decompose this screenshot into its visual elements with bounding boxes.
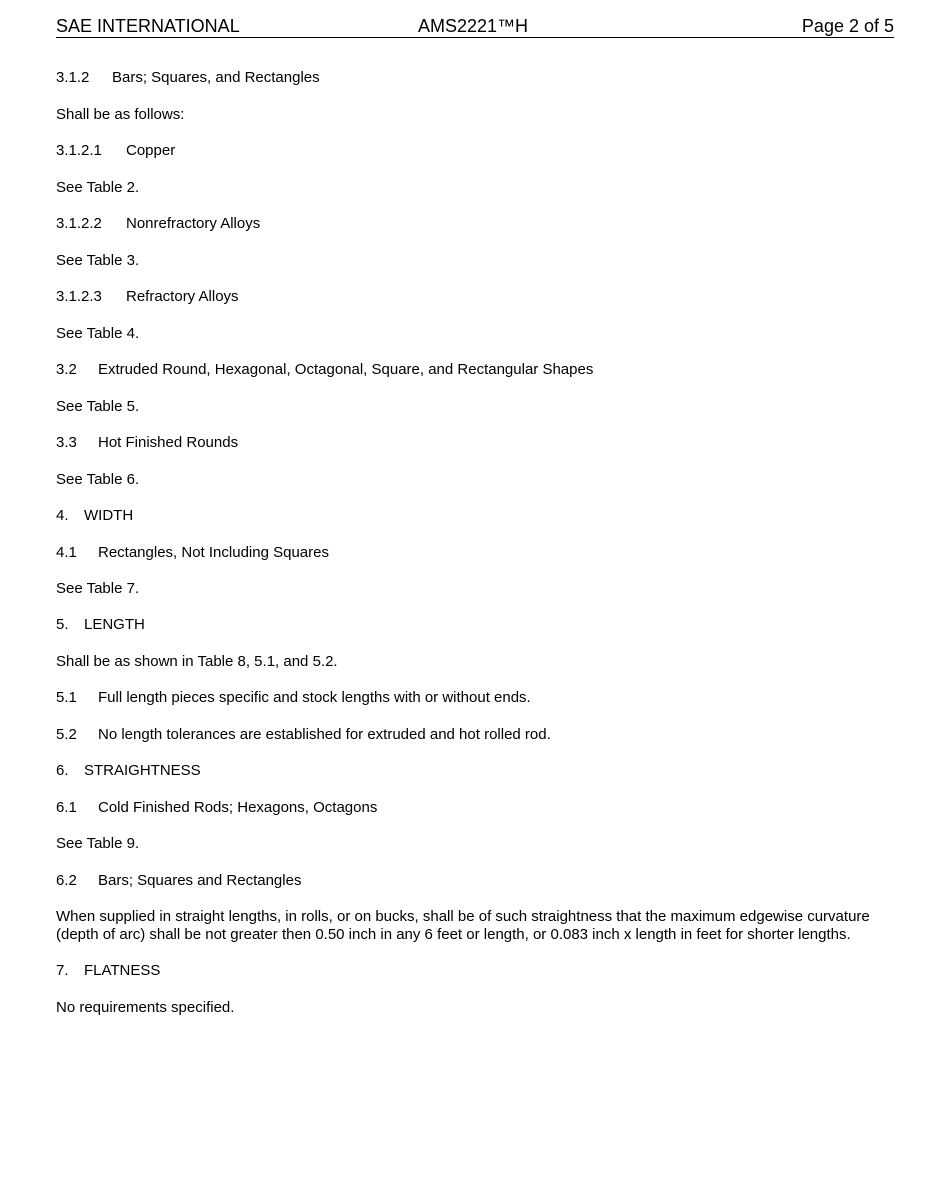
section-number: 4.1 — [56, 544, 77, 561]
body-text: No requirements specified. — [56, 999, 235, 1016]
section-number: 6. — [56, 762, 69, 779]
body-text: See Table 5. — [56, 398, 140, 415]
body-paragraph: When supplied in straight lengths, in rolls, or on bucks, shall be of such straightness that the maximum edgewise curvature (depth of arc) shall be not greater then 0.50 inch in any 6 feet or length, or 0.083 inch x length in feet for shorter lengths. — [56, 908, 870, 943]
body-text: See Table 7. — [56, 580, 140, 597]
header-page-number: Page 2 of 5 — [801, 16, 894, 36]
section-title: Nonrefractory Alloys — [126, 215, 261, 232]
section-heading-5 — [56, 616, 145, 634]
section-heading-3-3 — [56, 434, 238, 452]
section-title: Copper — [126, 142, 176, 159]
section-heading-6-2 — [56, 872, 301, 890]
section-heading-3-2 — [56, 361, 593, 379]
section-title: Full length pieces specific and stock lengths with or without ends. — [98, 689, 531, 706]
section-number: 5. — [56, 616, 69, 633]
section-heading-3-1-2-2 — [56, 215, 260, 233]
section-title: Bars; Squares and Rectangles — [98, 872, 302, 889]
section-title: Cold Finished Rods; Hexagons, Octagons — [98, 799, 378, 816]
section-number: 4. — [56, 507, 69, 524]
section-number: 3.1.2.3 — [56, 288, 102, 305]
section-number: 3.1.2 — [56, 69, 90, 86]
section-heading-3-1-2-1 — [56, 142, 175, 160]
section-title: Refractory Alloys — [126, 288, 239, 305]
body-text: See Table 3. — [56, 252, 140, 269]
section-title: Extruded Round, Hexagonal, Octagonal, Square, and Rectangular Shapes — [98, 361, 594, 378]
header-doc-number: AMS2221™H — [418, 16, 529, 36]
section-heading-4 — [56, 507, 133, 525]
section-number: 3.2 — [56, 361, 77, 378]
body-text: See Table 9. — [56, 835, 140, 852]
section-heading-6-1 — [56, 799, 377, 817]
page-header — [56, 15, 894, 38]
section-title: STRAIGHTNESS — [84, 762, 201, 779]
section-title: Rectangles, Not Including Squares — [98, 544, 329, 561]
section-number: 6.2 — [56, 872, 77, 889]
body-text: See Table 4. — [56, 325, 140, 342]
section-title: WIDTH — [84, 507, 134, 524]
section-number: 5.2 — [56, 726, 77, 743]
section-number: 3.1.2.2 — [56, 215, 102, 232]
section-number: 3.1.2.1 — [56, 142, 102, 159]
section-heading-4-1 — [56, 544, 329, 562]
section-heading-3-1-2-3 — [56, 288, 239, 306]
section-title: Bars; Squares, and Rectangles — [112, 69, 320, 86]
section-number: 3.3 — [56, 434, 77, 451]
section-heading-5-2 — [56, 726, 551, 744]
section-heading-3-1-2 — [56, 69, 320, 87]
section-title: No length tolerances are established for extruded and hot rolled rod. — [98, 726, 551, 743]
body-text: Shall be as shown in Table 8, 5.1, and 5.2. — [56, 653, 338, 670]
body-text: See Table 2. — [56, 179, 140, 196]
section-number: 5.1 — [56, 689, 77, 706]
section-heading-5-1 — [56, 689, 531, 707]
section-title: FLATNESS — [84, 962, 161, 979]
header-org: SAE INTERNATIONAL — [56, 16, 240, 36]
section-heading-7 — [56, 962, 160, 980]
section-number: 7. — [56, 962, 69, 979]
body-text: Shall be as follows: — [56, 106, 185, 123]
section-title: LENGTH — [84, 616, 145, 633]
section-title: Hot Finished Rounds — [98, 434, 239, 451]
section-heading-6 — [56, 762, 201, 780]
body-text: See Table 6. — [56, 471, 140, 488]
section-number: 6.1 — [56, 799, 77, 816]
